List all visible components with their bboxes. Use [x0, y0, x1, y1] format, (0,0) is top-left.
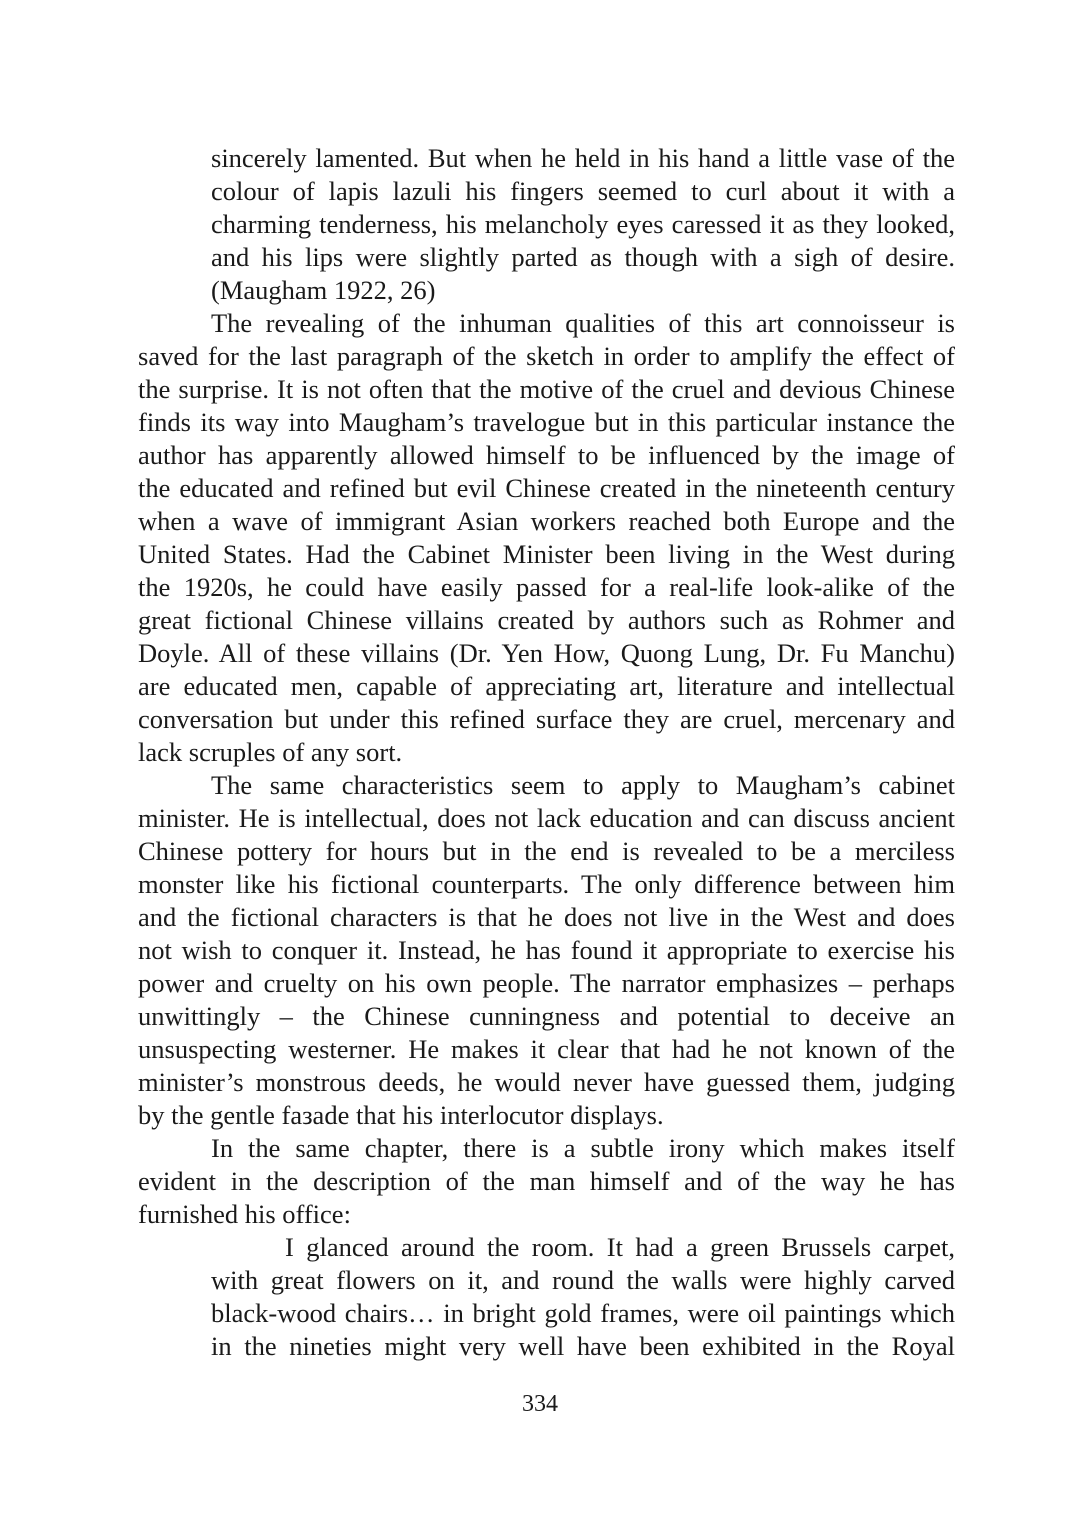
paragraph-line: the 1920s, he could have easily passed for a real-life look-alike of the	[138, 572, 955, 602]
paragraph-line: author has apparently allowed himself to be influenced by the image of	[138, 440, 955, 470]
paragraph-line: great fictional Chinese villains created by authors such as Rohmer and	[138, 605, 955, 635]
quote-citation: (Maugham 1922, 26)	[211, 275, 436, 305]
paragraph-line: In the same chapter, there is a subtle irony which makes itself	[211, 1133, 955, 1163]
paragraph-line: conversation but under this refined surface they are cruel, mercenary and	[138, 704, 955, 734]
quote-line: colour of lapis lazuli his fingers seemed to curl about it with a	[211, 176, 955, 206]
paragraph-line: the surprise. It is not often that the motive of the cruel and devious Chinese	[138, 374, 955, 404]
paragraph-line: lack scruples of any sort.	[138, 737, 403, 767]
paragraph-line: saved for the last paragraph of the sketch in order to amplify the effect of	[138, 341, 955, 371]
paragraph-line: unwittingly – the Chinese cunningness and potential to deceive an	[138, 1001, 955, 1031]
paragraph-line: not wish to conquer it. Instead, he has found it appropriate to exercise his	[138, 935, 955, 965]
paragraph-line: The revealing of the inhuman qualities of this art connoisseur is	[211, 308, 955, 338]
paragraph-line: evident in the description of the man himself and of the way he has	[138, 1166, 955, 1196]
paragraph-line: by the gentle faзade that his interlocutor displays.	[138, 1100, 664, 1130]
quote-line: black-wood chairs… in bright gold frames, were oil paintings which	[211, 1298, 955, 1328]
paragraph-line: Chinese pottery for hours but in the end is revealed to be a merciless	[138, 836, 955, 866]
paragraph-line: minister. He is intellectual, does not lack education and can discuss ancient	[138, 803, 955, 833]
quote-line: charming tenderness, his melancholy eyes caressed it as they looked,	[211, 209, 955, 239]
page-number: 334	[522, 1391, 558, 1417]
paragraph-line: finds its way into Maugham’s travelogue but in this particular instance the	[138, 407, 955, 437]
paragraph-line: the educated and refined but evil Chinese created in the nineteenth century	[138, 473, 955, 503]
paragraph-line: power and cruelty on his own people. The narrator emphasizes – perhaps	[138, 968, 955, 998]
paragraph-line: are educated men, capable of appreciating art, literature and intellectual	[138, 671, 955, 701]
quote-line: I glanced around the room. It had a green Brussels carpet,	[285, 1232, 955, 1262]
paragraph-line: and the fictional characters is that he does not live in the West and does	[138, 902, 955, 932]
paragraph-line: unsuspecting westerner. He makes it clear that had he not known of the	[138, 1034, 955, 1064]
paragraph-line: The same characteristics seem to apply to Maugham’s cabinet	[211, 770, 955, 800]
paragraph-line: when a wave of immigrant Asian workers reached both Europe and the	[138, 506, 955, 536]
paragraph-line: Doyle. All of these villains (Dr. Yen How, Quong Lung, Dr. Fu Manchu)	[138, 638, 955, 668]
paragraph-line: United States. Had the Cabinet Minister been living in the West during	[138, 539, 955, 569]
paragraph-line: furnished his office:	[138, 1199, 351, 1229]
quote-line: with great flowers on it, and round the walls were highly carved	[211, 1265, 955, 1295]
paragraph-line: monster like his fictional counterparts. The only difference between him	[138, 869, 955, 899]
quote-line: sincerely lamented. But when he held in his hand a little vase of the	[211, 143, 955, 173]
paragraph-line: minister’s monstrous deeds, he would never have guessed them, judging	[138, 1067, 955, 1097]
quote-line: and his lips were slightly parted as though with a sigh of desire.	[211, 242, 955, 272]
quote-line: in the nineties might very well have been exhibited in the Royal	[211, 1331, 955, 1361]
